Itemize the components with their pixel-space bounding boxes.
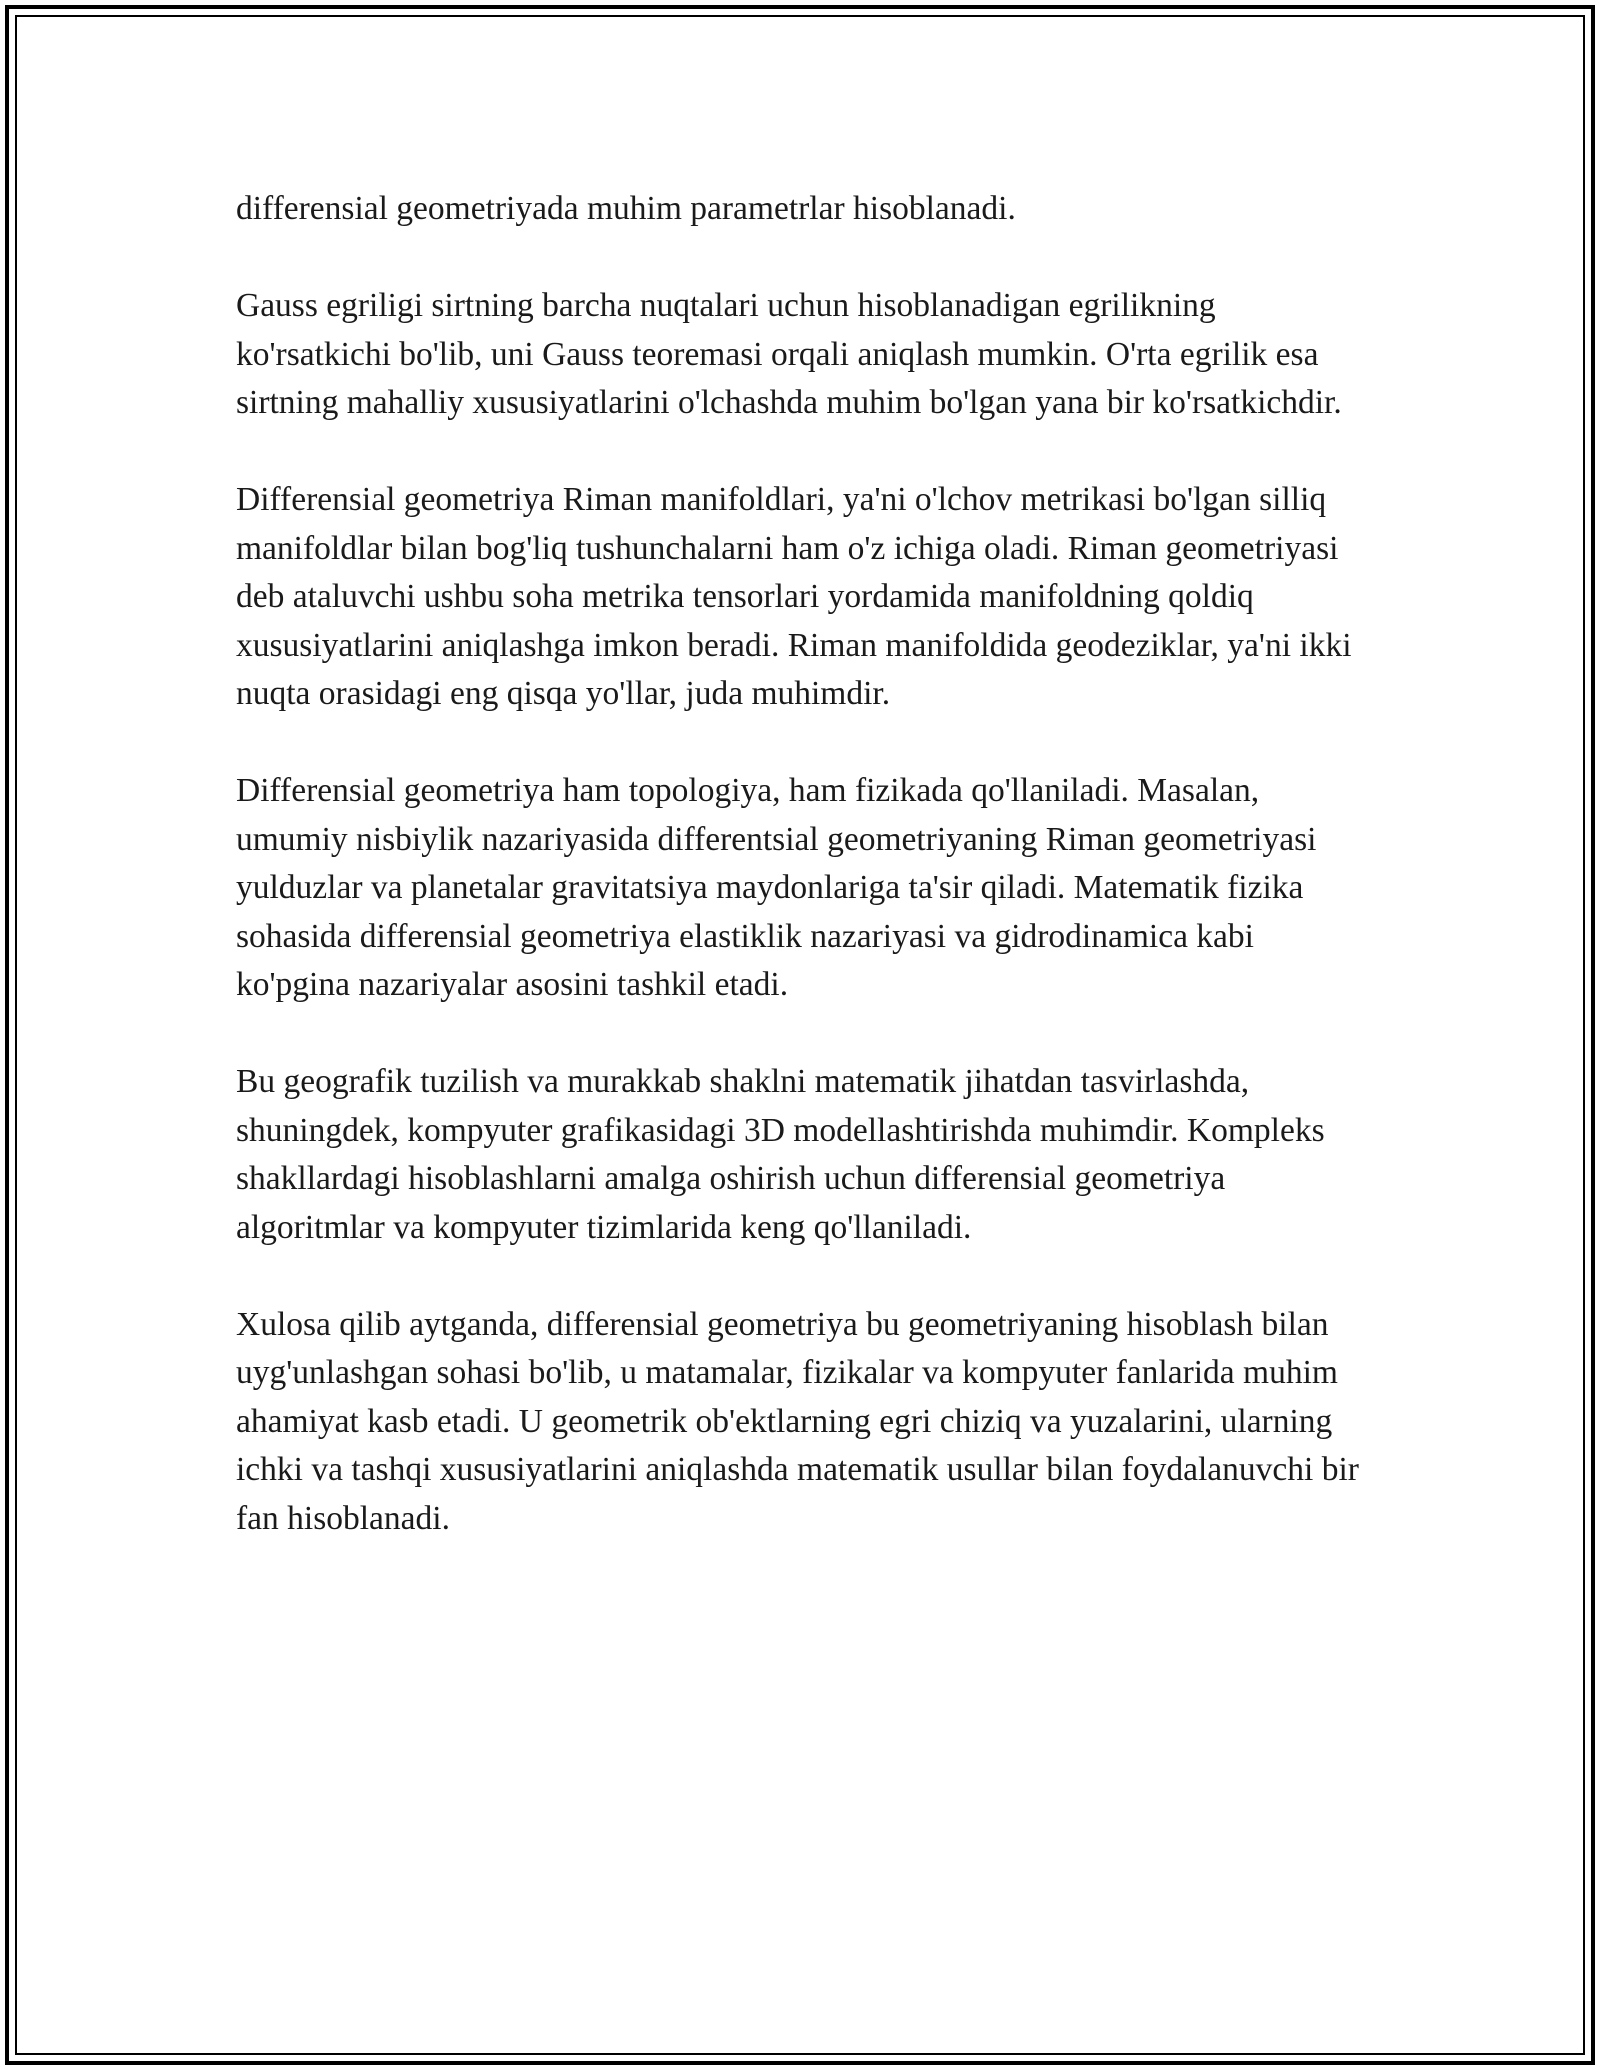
paragraph-5: Bu geografik tuzilish va murakkab shaklni matematik jihatdan tasvirlashda, shuningdek, kompyuter grafikasidagi 3D modellashtirishda muhimdir. Kompleks shakllardagi hisoblashlarni amalga oshirish uchun differensial geometriya algoritmlar va kompyuter tizimlarida keng qo'llaniladi. — [236, 1063, 1325, 1246]
paragraph-3: Differensial geometriya Riman manifoldlari, ya'ni o'lchov metrikasi bo'lgan silliq manifoldlar bilan bog'liq tushunchalarni ham o'z ichiga oladi. Riman geometriyasi deb ataluvchi ushbu soha metrika tensorlari yordamida manifoldning qoldiq xususiyatlarini aniqlashga imkon beradi. Riman manifoldida geodeziklar, ya'ni ikki nuqta orasidagi eng qisqa yo'llar, juda muhimdir. — [236, 481, 1352, 712]
document-body — [236, 185, 1371, 1543]
paragraph-2: Gauss egriligi sirtning barcha nuqtalari uchun hisoblanadigan egrilikning ko'rsatkichi bo'lib, uni Gauss teoremasi orqali aniqlash mumkin. O'rta egrilik esa sirtning mahalliy xususiyatlarini o'lchashda muhim bo'lgan yana bir ko'rsatkichdir. — [236, 287, 1342, 421]
paragraph-6: Xulosa qilib aytganda, differensial geometriya bu geometriyaning hisoblash bilan uyg'unlashgan sohasi bo'lib, u matamalar, fizikalar va kompyuter fanlarida muhim ahamiyat kasb etadi. U geometrik ob'ektlarning egri chiziq va yuzalarini, ularning ichki va tashqi xususiyatlarini aniqlashda matematik usullar bilan foydalanuvchi bir fan hisoblanadi. — [236, 1305, 1359, 1537]
paragraph-4: Differensial geometriya ham topologiya, ham fizikada qo'llaniladi. Masalan, umumiy nisbiylik nazariyasida differentsial geometriyaning Riman geometriyasi yulduzlar va planetalar gravitatsiya maydonlariga ta'sir qiladi. Matematik fizika sohasida differensial geometriya elastiklik nazariyasi va gidrodinamica kabi ko'pgina nazariyalar asosini tashkil etadi. — [236, 772, 1317, 1003]
paragraph-1: differensial geometriyada muhim parametrlar hisoblanadi. — [236, 190, 1016, 227]
